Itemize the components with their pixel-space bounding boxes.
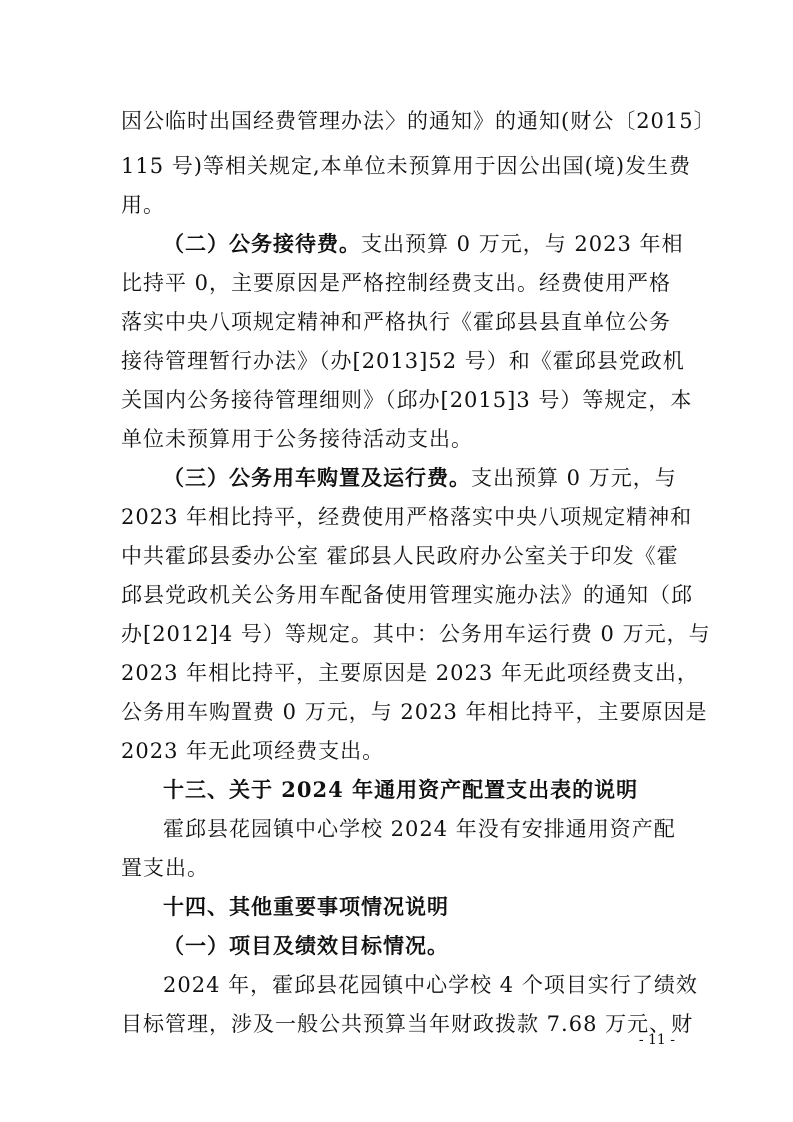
body-text-line: 2023 年相比持平，经费使用严格落实中央八项规定精神和 (121, 505, 693, 529)
body-text-line: 比持平 0，主要原因是严格控制经费支出。经费使用严格 (121, 271, 672, 295)
body-text-line: 置支出。 (121, 856, 209, 880)
section-heading-vehicle-costs: （三）公务用车购置及运行费。 (163, 465, 471, 490)
body-text-line: 2024 年，霍邱县花园镇中心学校 4 个项目实行了绩效 (163, 973, 698, 997)
body-text-line: 霍邱县花园镇中心学校 2024 年没有安排通用资产配 (163, 817, 676, 841)
body-text-line: 115 号)等相关规定,本单位未预算用于因公出国(境)发生费 (121, 154, 692, 178)
body-text: 支出预算 0 万元，与 (471, 466, 677, 490)
section-paragraph-official-reception (163, 229, 684, 259)
page-number: - 11 - (638, 1032, 675, 1048)
body-text-line: 落实中央八项规定精神和严格执行《霍邱县县直单位公务 (121, 310, 671, 334)
body-text: 支出预算 0 万元，与 2023 年相 (361, 232, 684, 256)
section-heading-official-reception: （二）公务接待费。 (163, 231, 361, 256)
body-text-line: 因公临时出国经费管理办法〉的通知》的通知(财公〔2015〕 (121, 109, 716, 133)
section-paragraph-vehicle-costs (163, 463, 677, 493)
body-text-line: 单位未预算用于公务接待活动支出。 (121, 427, 473, 451)
body-text-line: 用。 (121, 193, 165, 217)
body-text-line: 关国内公务接待管理细则》（邱办[2015]3 号）等规定，本 (121, 388, 693, 412)
section-heading-performance-goals: （一）项目及绩效目标情况。 (163, 933, 449, 958)
body-text-line: 邱县党政机关公务用车配备使用管理实施办法》的通知（邱 (121, 583, 693, 607)
body-text-line: 中共霍邱县委办公室 霍邱县人民政府办公室关于印发《霍 (121, 544, 679, 568)
body-text-line: 目标管理，涉及一般公共预算当年财政拨款 7.68 万元、财 (121, 1012, 694, 1036)
section-heading-asset-allocation: 十三、关于 2024 年通用资产配置支出表的说明 (163, 777, 639, 802)
body-text-line: 2023 年相比持平，主要原因是 2023 年无此项经费支出， (121, 661, 699, 685)
body-text-line: 办[2012]4 号）等规定。其中：公务用车运行费 0 万元，与 (121, 622, 711, 646)
body-text-line: 2023 年无此项经费支出。 (121, 739, 385, 763)
body-text-line: 接待管理暂行办法》（办[2013]52 号）和《霍邱县党政机 (121, 349, 685, 373)
body-text-line: 公务用车购置费 0 万元，与 2023 年相比持平，主要原因是 (121, 700, 708, 724)
section-heading-other-matters: 十四、其他重要事项情况说明 (163, 894, 449, 919)
